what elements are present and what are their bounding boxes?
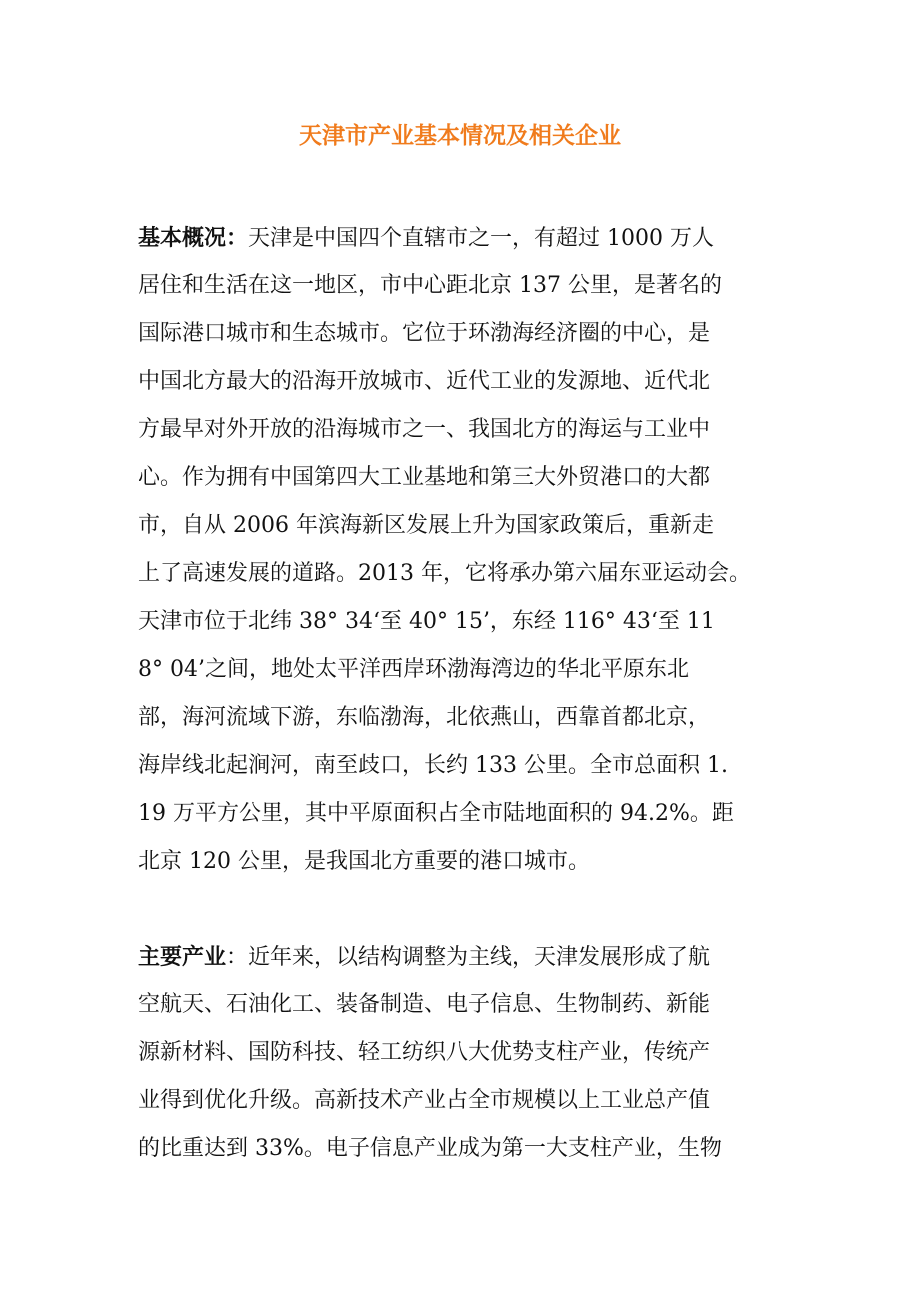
paragraph-line <box>138 214 778 262</box>
paragraph-line: 市，自从 2006 年滨海新区发展上升为国家政策后，重新走 <box>138 513 714 538</box>
paragraph-line: 业得到优化升级。高新技术产业占全市规模以上工业总产值 <box>138 1088 711 1113</box>
basic-overview-label: 基本概况： <box>138 225 249 251</box>
paragraph-line: 心。作为拥有中国第四大工业基地和第三大外贸港口的大都 <box>138 465 711 490</box>
paragraph-line: 空航天、石油化工、装备制造、电子信息、生物制药、新能 <box>138 992 711 1017</box>
paragraph-line: 源新材料、国防科技、轻工纺织八大优势支柱产业，传统产 <box>138 1040 711 1065</box>
paragraph-line: 天津市位于北纬 38° 34‘至 40° 15’，东经 116° 43‘至 11 <box>138 609 715 634</box>
paragraph-line: 北京 120 公里，是我国北方重要的港口城市。 <box>138 849 590 874</box>
paragraph-text: 天津是中国四个直辖市之一，有超过 1000 万人 <box>248 226 714 251</box>
paragraph-line: 国际港口城市和生态城市。它位于环渤海经济圈的中心，是 <box>138 321 711 346</box>
paragraph-line: 19 万平方公里，其中平原面积占全市陆地面积的 94.2%。距 <box>138 801 734 826</box>
paragraph-line: 中国北方最大的沿海开放城市、近代工业的发源地、近代北 <box>138 369 711 394</box>
main-industry-label: 主要产业 <box>138 944 227 970</box>
paragraph-line: 8° 04’之间，地处太平洋西岸环渤海湾边的华北平原东北 <box>138 657 689 682</box>
paragraph-line: 方最早对外开放的沿海城市之一、我国北方的海运与工业中 <box>138 417 711 442</box>
paragraph-text: 近年来，以结构调整为主线，天津发展形成了航 <box>248 945 711 970</box>
basic-overview-paragraph <box>138 214 778 886</box>
paragraph-line: 居住和生活在这一地区，市中心距北京 137 公里，是著名的 <box>138 273 722 298</box>
paragraph-line: 海岸线北起涧河，南至歧口，长约 133 公里。全市总面积 1. <box>138 753 728 778</box>
paragraph-line: 部，海河流域下游，东临渤海，北依燕山，西靠首都北京， <box>138 705 711 730</box>
document-title: 天津市产业基本情况及相关企业 <box>299 122 621 149</box>
main-industry-paragraph <box>138 933 778 1173</box>
paragraph-line <box>138 933 778 981</box>
paragraph-line: 的比重达到 33%。电子信息产业成为第一大支柱产业，生物 <box>138 1136 722 1161</box>
paragraph-line: 上了高速发展的道路。2013 年，它将承办第六届东亚运动会。 <box>138 561 751 586</box>
label-colon: ： <box>226 945 249 970</box>
